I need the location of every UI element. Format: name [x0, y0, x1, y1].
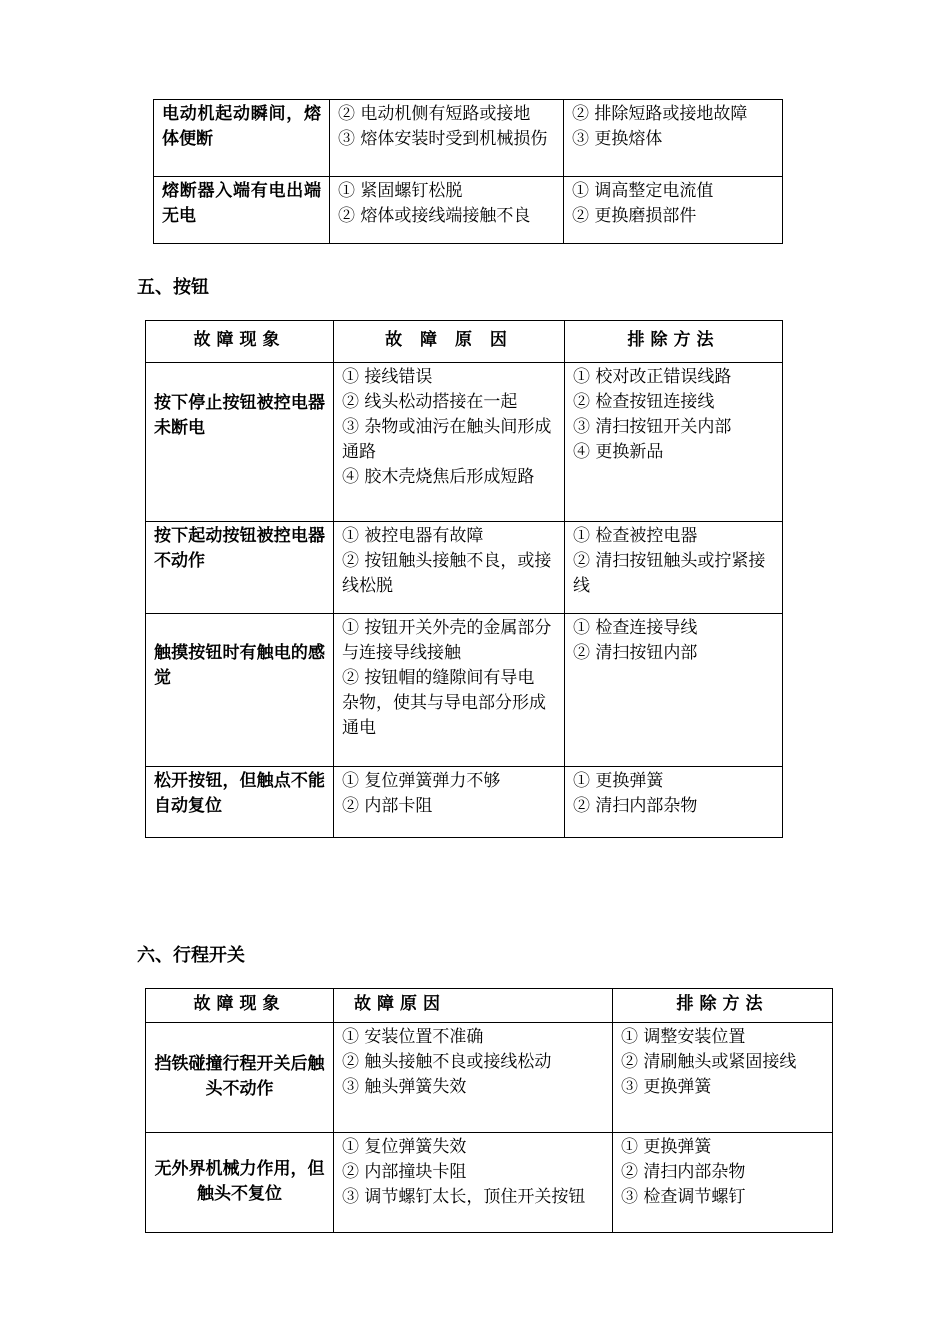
remedy-cell: [565, 767, 783, 838]
cause-item: ③ 触头弹簧失效: [342, 1077, 467, 1097]
remedy-item: ① 调高整定电流值: [572, 181, 714, 201]
remedy-item: ① 检查连接导线: [573, 618, 698, 638]
table-row: [146, 522, 783, 614]
column-header-symptom: 故障现象: [146, 989, 334, 1023]
cause-item: ② 熔体或接线端接触不良: [338, 206, 531, 226]
cause-item: ① 复位弹簧失效: [342, 1137, 467, 1157]
cause-item: ① 复位弹簧弹力不够: [342, 771, 501, 791]
cause-cell: [334, 1023, 613, 1133]
remedy-item: ① 校对改正错误线路: [573, 367, 732, 387]
remedy-item: ② 更换磨损部件: [572, 206, 697, 226]
cause-cell: [334, 522, 565, 614]
remedy-item: ② 清扫内部杂物: [621, 1162, 746, 1182]
remedy-item: ③ 更换弹簧: [621, 1077, 712, 1097]
section-heading-buttons: 五、按钮: [137, 277, 209, 298]
remedy-item: ② 排除短路或接地故障: [572, 104, 748, 124]
cause-cell: [330, 100, 564, 177]
remedy-cell: [565, 522, 783, 614]
table-row: [154, 177, 783, 244]
cause-item: ④ 胶木壳烧焦后形成短路: [342, 467, 535, 487]
remedy-item: ① 检查被控电器: [573, 526, 698, 546]
cause-item: 杂物，使其与导电部分形成通电: [342, 693, 546, 738]
column-header-cause: 故障原因: [334, 989, 613, 1023]
table-row: [146, 614, 783, 767]
remedy-item: ① 更换弹簧: [621, 1137, 712, 1157]
cause-item: ② 电动机侧有短路或接地: [338, 104, 531, 124]
cause-cell: [330, 177, 564, 244]
table-row: [154, 100, 783, 177]
symptom-cell: 按下起动按钮被控电器不动作: [146, 522, 334, 614]
cause-item: ① 安装位置不准确: [342, 1027, 484, 1047]
remedy-cell: [565, 614, 783, 767]
button-fault-table: [145, 320, 783, 838]
cause-item: ③ 杂物或油污在触头间形成通路: [342, 417, 552, 462]
cause-item: ② 触头接触不良或接线松动: [342, 1052, 552, 1072]
table-row: [146, 1133, 833, 1233]
symptom-cell: 松开按钮，但触点不能自动复位: [146, 767, 334, 838]
cause-item: ② 内部撞块卡阻: [342, 1162, 467, 1182]
remedy-item: ② 清扫按钮触头或拧紧接线: [573, 551, 766, 596]
column-header-remedy: 排除方法: [565, 321, 783, 363]
column-header-cause: 故 障 原 因: [334, 321, 565, 363]
cause-item: ② 线头松动搭接在一起: [342, 392, 518, 412]
remedy-item: ② 检查按钮连接线: [573, 392, 715, 412]
remedy-item: ③ 清扫按钮开关内部: [573, 417, 732, 437]
remedy-cell: [565, 363, 783, 522]
remedy-item: ① 更换弹簧: [573, 771, 664, 791]
cause-cell: [334, 1133, 613, 1233]
remedy-item: ③ 检查调节螺钉: [621, 1187, 746, 1207]
fuse-fault-table: [153, 99, 783, 244]
table-header-row: [146, 989, 833, 1023]
cause-cell: [334, 767, 565, 838]
cause-item: ② 内部卡阻: [342, 796, 433, 816]
symptom-cell: 无外界机械力作用，但触头不复位: [146, 1133, 334, 1233]
symptom-cell: 触摸按钮时有触电的感觉: [146, 614, 334, 767]
remedy-item: ② 清扫按钮内部: [573, 643, 698, 663]
cause-item: ② 按钮帽的缝隙间有导电: [342, 668, 535, 688]
table-row: [146, 363, 783, 522]
remedy-cell: [564, 177, 783, 244]
remedy-item: ② 清扫内部杂物: [573, 796, 698, 816]
cause-item: ① 按钮开关外壳的金属部分与连接导线接触: [342, 618, 552, 663]
cause-item: ③ 熔体安装时受到机械损伤: [338, 129, 548, 149]
remedy-cell: [613, 1023, 833, 1133]
cause-item: ① 接线错误: [342, 367, 433, 387]
table-row: [146, 767, 783, 838]
remedy-item: ① 调整安装位置: [621, 1027, 746, 1047]
table-header-row: [146, 321, 783, 363]
travel-switch-fault-table: [145, 988, 833, 1233]
section-heading-travel-switch: 六、行程开关: [137, 945, 245, 966]
cause-cell: [334, 363, 565, 522]
cause-item: ① 紧固螺钉松脱: [338, 181, 463, 201]
column-header-remedy: 排除方法: [613, 989, 833, 1023]
column-header-symptom: 故障现象: [146, 321, 334, 363]
remedy-item: ③ 更换熔体: [572, 129, 663, 149]
symptom-cell: 电动机起动瞬间，熔体便断: [154, 100, 330, 177]
table-row: [146, 1023, 833, 1133]
cause-cell: [334, 614, 565, 767]
remedy-cell: [613, 1133, 833, 1233]
cause-item: ① 被控电器有故障: [342, 526, 484, 546]
remedy-item: ④ 更换新品: [573, 442, 664, 462]
cause-item: ③ 调节螺钉太长，顶住开关按钮: [342, 1187, 586, 1207]
symptom-cell: 挡铁碰撞行程开关后触头不动作: [146, 1023, 334, 1133]
cause-item: ② 按钮触头接触不良，或接线松脱: [342, 551, 552, 596]
remedy-item: ② 清刷触头或紧固接线: [621, 1052, 797, 1072]
symptom-cell: 按下停止按钮被控电器未断电: [146, 363, 334, 522]
symptom-cell: 熔断器入端有电出端无电: [154, 177, 330, 244]
remedy-cell: [564, 100, 783, 177]
